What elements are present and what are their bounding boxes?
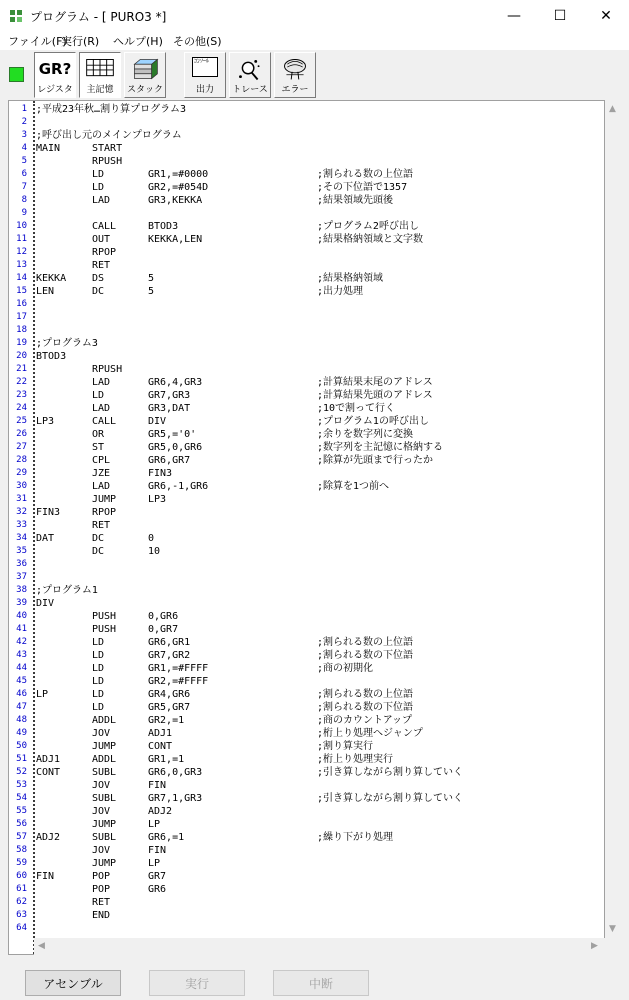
app-icon — [8, 8, 24, 24]
close-button[interactable]: ✕ — [600, 7, 612, 24]
line-number: 64 — [16, 923, 27, 933]
code-line — [9, 337, 604, 350]
code-label: KEKKA — [36, 273, 67, 284]
output-button[interactable]: ｺﾝｿｰﾙ 出力 — [184, 52, 226, 98]
code-line — [9, 909, 604, 922]
line-number: 48 — [16, 715, 27, 725]
code-opcode: LD — [92, 390, 105, 401]
code-line — [9, 714, 604, 727]
code-comment: ;結果領域先頭後 — [317, 195, 394, 206]
code-comment: ;引き算しながら割り算していく — [317, 767, 464, 778]
code-line — [9, 662, 604, 675]
code-opcode: LD — [92, 650, 105, 661]
line-number: 1 — [21, 104, 27, 114]
code-comment: ;繰り下がり処理 — [317, 832, 394, 843]
line-number: 25 — [16, 416, 27, 426]
vertical-scrollbar[interactable] — [605, 100, 622, 938]
line-number: 60 — [16, 871, 27, 881]
code-operand: GR5,GR7 — [148, 702, 191, 713]
code-line — [9, 480, 604, 493]
code-opcode: START — [92, 143, 123, 154]
code-label: LEN — [36, 286, 55, 297]
code-comment: ;出力処理 — [317, 286, 364, 297]
code-line — [9, 571, 604, 584]
code-operand: LP — [148, 858, 161, 869]
line-number: 17 — [16, 312, 27, 322]
line-number: 37 — [16, 572, 27, 582]
code-line — [9, 389, 604, 402]
code-text: DIV — [36, 598, 55, 609]
line-number: 28 — [16, 455, 27, 465]
scroll-left-arrow[interactable]: ◀ — [38, 941, 45, 951]
window-title: プログラム - [ PURO3 *] — [30, 10, 167, 24]
code-opcode: POP — [92, 871, 111, 882]
line-number: 63 — [16, 910, 27, 920]
code-opcode: JOV — [92, 845, 111, 856]
code-line — [9, 857, 604, 870]
code-line — [9, 766, 604, 779]
code-comment: ;余りを数字列に変換 — [317, 429, 414, 440]
code-label: LP3 — [36, 416, 55, 427]
line-number: 61 — [16, 884, 27, 894]
line-number: 39 — [16, 598, 27, 608]
code-opcode: CALL — [92, 416, 117, 427]
code-opcode: SUBL — [92, 793, 117, 804]
code-opcode: LAD — [92, 481, 111, 492]
line-number: 43 — [16, 650, 27, 660]
code-editor[interactable] — [8, 100, 605, 955]
code-opcode: RPUSH — [92, 156, 123, 167]
code-opcode: DC — [92, 533, 105, 544]
line-number: 27 — [16, 442, 27, 452]
code-opcode: POP — [92, 884, 111, 895]
code-opcode: JOV — [92, 728, 111, 739]
code-operand: GR5,0,GR6 — [148, 442, 203, 453]
error-icon — [275, 56, 315, 82]
line-number: 54 — [16, 793, 27, 803]
line-number: 7 — [21, 182, 27, 192]
code-line — [9, 779, 604, 792]
code-line — [9, 558, 604, 571]
line-number: 33 — [16, 520, 27, 530]
code-label: CONT — [36, 767, 61, 778]
line-number: 57 — [16, 832, 27, 842]
code-line — [9, 675, 604, 688]
code-line — [9, 441, 604, 454]
line-number: 58 — [16, 845, 27, 855]
minimize-button[interactable]: — — [507, 7, 521, 24]
line-number: 21 — [16, 364, 27, 374]
menu-other[interactable]: その他(S) — [173, 35, 222, 48]
code-opcode: RET — [92, 260, 111, 271]
code-line — [9, 168, 604, 181]
code-operand: 0 — [148, 533, 155, 544]
code-line — [9, 753, 604, 766]
code-opcode: DC — [92, 286, 105, 297]
code-comment: ;除算が先頭まで行ったか — [317, 455, 434, 466]
line-number: 24 — [16, 403, 27, 413]
line-number: 18 — [16, 325, 27, 335]
code-opcode: OR — [92, 429, 105, 440]
code-comment: ;プログラム2呼び出し — [317, 221, 419, 232]
code-label: ADJ2 — [36, 832, 61, 843]
code-operand: DIV — [148, 416, 167, 427]
code-line — [9, 636, 604, 649]
code-text: ;プログラム3 — [36, 338, 98, 349]
code-operand: ADJ1 — [148, 728, 173, 739]
code-opcode: PUSH — [92, 611, 117, 622]
code-operand: GR1,=#FFFF — [148, 663, 209, 674]
code-comment: ;結果格納領域と文字数 — [317, 234, 424, 245]
line-number: 38 — [16, 585, 27, 595]
code-line — [9, 285, 604, 298]
code-line — [9, 181, 604, 194]
code-operand: FIN — [148, 780, 167, 791]
code-comment: ;割られる数の下位語 — [317, 702, 414, 713]
code-opcode: ST — [92, 442, 105, 453]
run-button[interactable]: 実行 — [149, 970, 245, 996]
code-comment: ;割られる数の上位語 — [317, 689, 414, 700]
code-comment: ;割られる数の上位語 — [317, 637, 414, 648]
code-operand: GR6,=1 — [148, 832, 185, 843]
code-text: BTOD3 — [36, 351, 67, 362]
code-opcode: JUMP — [92, 741, 117, 752]
code-line — [9, 103, 604, 116]
code-opcode: RPOP — [92, 507, 117, 518]
line-number: 10 — [16, 221, 27, 231]
code-operand: 10 — [148, 546, 161, 557]
code-comment: ;引き算しながら割り算していく — [317, 793, 464, 804]
code-operand: GR1,=#0000 — [148, 169, 209, 180]
line-number: 6 — [21, 169, 27, 179]
gr-register-icon: GR? — [38, 60, 72, 78]
line-number: 42 — [16, 637, 27, 647]
code-opcode: JUMP — [92, 819, 117, 830]
code-comment: ;除算を1つ前へ — [317, 481, 390, 492]
code-line — [9, 220, 604, 233]
code-opcode: LD — [92, 676, 105, 687]
scroll-up-arrow[interactable]: ▲ — [609, 104, 616, 114]
code-opcode: CPL — [92, 455, 111, 466]
line-number: 20 — [16, 351, 27, 361]
code-opcode: ADDL — [92, 754, 117, 765]
line-number: 4 — [21, 143, 27, 153]
memory-button[interactable]: 主記憶 — [79, 52, 121, 98]
code-text: ;平成23年秋…割り算プログラム3 — [36, 104, 187, 115]
memory-grid-icon — [80, 56, 120, 82]
code-opcode: OUT — [92, 234, 111, 245]
code-line — [9, 298, 604, 311]
code-line — [9, 649, 604, 662]
code-comment: ;割られる数の下位語 — [317, 650, 414, 661]
code-line — [9, 727, 604, 740]
code-comment: ;計算結果先頭のアドレス — [317, 390, 433, 401]
code-opcode: ADDL — [92, 715, 117, 726]
code-operand: GR2,=#FFFF — [148, 676, 209, 687]
code-line — [9, 116, 604, 129]
code-opcode: LD — [92, 689, 105, 700]
line-number: 19 — [16, 338, 27, 348]
code-operand: FIN3 — [148, 468, 173, 479]
line-number: 13 — [16, 260, 27, 270]
stop-button[interactable]: 中断 — [273, 970, 369, 996]
code-operand: GR3,DAT — [148, 403, 191, 414]
code-comment: ;割られる数の上位語 — [317, 169, 414, 180]
line-number: 51 — [16, 754, 27, 764]
code-line — [9, 493, 604, 506]
code-line — [9, 142, 604, 155]
code-line — [9, 233, 604, 246]
line-number: 49 — [16, 728, 27, 738]
line-number: 50 — [16, 741, 27, 751]
code-line — [9, 324, 604, 337]
line-number: 46 — [16, 689, 27, 699]
line-number: 45 — [16, 676, 27, 686]
line-number: 40 — [16, 611, 27, 621]
code-label: MAIN — [36, 143, 61, 154]
line-number: 44 — [16, 663, 27, 673]
menu-help[interactable]: ヘルプ(H) — [113, 35, 163, 48]
code-line — [9, 844, 604, 857]
line-number: 52 — [16, 767, 27, 777]
code-line — [9, 818, 604, 831]
line-number: 55 — [16, 806, 27, 816]
code-lines — [9, 103, 604, 935]
code-label: DAT — [36, 533, 55, 544]
code-operand: GR6,GR1 — [148, 637, 191, 648]
code-line — [9, 610, 604, 623]
code-line — [9, 896, 604, 909]
line-number: 3 — [21, 130, 27, 140]
code-opcode: LD — [92, 702, 105, 713]
code-comment: ;プログラム1の呼び出し — [317, 416, 429, 427]
menu-run[interactable]: 実行(R) — [61, 35, 100, 48]
code-operand: CONT — [148, 741, 173, 752]
code-opcode: RPOP — [92, 247, 117, 258]
code-comment: ;計算結果末尾のアドレス — [317, 377, 433, 388]
line-number: 32 — [16, 507, 27, 517]
code-line — [9, 454, 604, 467]
line-number: 22 — [16, 377, 27, 387]
code-line — [9, 922, 604, 935]
code-line — [9, 402, 604, 415]
assemble-button[interactable]: アセンブル — [25, 970, 121, 996]
code-line — [9, 740, 604, 753]
code-text: ;呼び出し元のメインプログラム — [36, 130, 182, 141]
code-operand: GR5,='0' — [148, 429, 197, 440]
code-line — [9, 363, 604, 376]
code-comment: ;商のカウントアップ — [317, 715, 413, 726]
code-comment: ;割り算実行 — [317, 741, 374, 752]
code-opcode: JOV — [92, 806, 111, 817]
code-line — [9, 155, 604, 168]
code-line — [9, 506, 604, 519]
code-opcode: JUMP — [92, 858, 117, 869]
code-line — [9, 883, 604, 896]
code-line — [9, 805, 604, 818]
line-number: 30 — [16, 481, 27, 491]
code-comment: ;桁上り処理実行 — [317, 754, 394, 765]
menu-bar — [0, 31, 629, 50]
status-indicator — [9, 67, 24, 82]
code-opcode: END — [92, 910, 111, 921]
code-operand: GR7,GR3 — [148, 390, 191, 401]
code-operand: GR6,0,GR3 — [148, 767, 203, 778]
line-number: 41 — [16, 624, 27, 634]
title-bar — [0, 0, 629, 31]
code-opcode: DS — [92, 273, 105, 284]
code-opcode: LD — [92, 663, 105, 674]
code-line — [9, 129, 604, 142]
code-line — [9, 623, 604, 636]
line-number: 62 — [16, 897, 27, 907]
code-operand: GR7 — [148, 871, 167, 882]
line-number: 14 — [16, 273, 27, 283]
code-line — [9, 311, 604, 324]
trace-icon — [230, 56, 270, 82]
code-operand: FIN — [148, 845, 167, 856]
code-line — [9, 350, 604, 363]
code-operand: GR6,-1,GR6 — [148, 481, 209, 492]
scroll-down-arrow[interactable]: ▼ — [609, 924, 616, 934]
code-comment: ;桁上り処理へジャンプ — [317, 728, 423, 739]
code-line — [9, 415, 604, 428]
code-label: ADJ1 — [36, 754, 61, 765]
code-line — [9, 831, 604, 844]
stack-icon — [125, 56, 165, 82]
code-operand: ADJ2 — [148, 806, 173, 817]
code-label: LP — [36, 689, 49, 700]
line-number: 16 — [16, 299, 27, 309]
code-line — [9, 376, 604, 389]
code-operand: LP3 — [148, 494, 167, 505]
code-line — [9, 597, 604, 610]
line-number: 36 — [16, 559, 27, 569]
code-opcode: JUMP — [92, 494, 117, 505]
code-line — [9, 792, 604, 805]
code-operand: BTOD3 — [148, 221, 179, 232]
code-comment: ;その下位語で1357 — [317, 182, 408, 193]
code-operand: GR3,KEKKA — [148, 195, 203, 206]
code-opcode: RET — [92, 897, 111, 908]
code-line — [9, 246, 604, 259]
scroll-right-arrow[interactable]: ▶ — [591, 941, 598, 951]
menu-file[interactable]: ファイル(F) — [8, 35, 67, 48]
code-operand: LP — [148, 819, 161, 830]
stack-button[interactable]: スタック — [124, 52, 166, 98]
line-number: 34 — [16, 533, 27, 543]
code-line — [9, 428, 604, 441]
code-comment: ;結果格納領域 — [317, 273, 384, 284]
code-opcode: JZE — [92, 468, 111, 479]
code-opcode: CALL — [92, 221, 117, 232]
code-operand: 0,GR7 — [148, 624, 179, 635]
line-number: 12 — [16, 247, 27, 257]
line-number: 59 — [16, 858, 27, 868]
console-output-icon: ｺﾝｿｰﾙ — [185, 56, 225, 82]
code-opcode: LD — [92, 169, 105, 180]
code-opcode: RPUSH — [92, 364, 123, 375]
line-number: 11 — [16, 234, 27, 244]
code-text: ;プログラム1 — [36, 585, 98, 596]
code-operand: GR2,=1 — [148, 715, 185, 726]
code-line — [9, 467, 604, 480]
code-opcode: LAD — [92, 403, 111, 414]
code-line — [9, 272, 604, 285]
code-line — [9, 259, 604, 272]
line-number: 35 — [16, 546, 27, 556]
error-button[interactable]: エラー — [274, 52, 316, 98]
line-number: 15 — [16, 286, 27, 296]
line-number: 26 — [16, 429, 27, 439]
code-operand: GR7,GR2 — [148, 650, 191, 661]
code-label: FIN — [36, 871, 55, 882]
line-number: 53 — [16, 780, 27, 790]
code-comment: ;商の初期化 — [317, 663, 374, 674]
code-line — [9, 207, 604, 220]
code-operand: 0,GR6 — [148, 611, 179, 622]
code-operand: GR6,GR7 — [148, 455, 191, 466]
code-opcode: LD — [92, 182, 105, 193]
code-operand: 5 — [148, 286, 155, 297]
code-line — [9, 519, 604, 532]
code-line — [9, 701, 604, 714]
code-opcode: RET — [92, 520, 111, 531]
code-opcode: PUSH — [92, 624, 117, 635]
trace-button[interactable]: トレース — [229, 52, 271, 98]
code-line — [9, 545, 604, 558]
horizontal-scrollbar[interactable] — [34, 938, 605, 955]
code-operand: GR6,4,GR3 — [148, 377, 203, 388]
line-number: 47 — [16, 702, 27, 712]
code-comment: ;数字列を主記憶に格納する — [317, 442, 444, 453]
line-number: 5 — [21, 156, 27, 166]
code-opcode: LAD — [92, 377, 111, 388]
line-number: 8 — [21, 195, 27, 205]
code-operand: GR4,GR6 — [148, 689, 191, 700]
register-button[interactable]: GR? レジスタ — [34, 52, 76, 98]
code-line — [9, 870, 604, 883]
code-operand: GR2,=#054D — [148, 182, 209, 193]
code-comment: ;10で割って行く — [317, 403, 396, 414]
code-operand: GR7,1,GR3 — [148, 793, 203, 804]
line-number: 9 — [21, 208, 27, 218]
code-operand: GR6 — [148, 884, 167, 895]
code-line — [9, 688, 604, 701]
line-number: 31 — [16, 494, 27, 504]
code-opcode: JOV — [92, 780, 111, 791]
code-opcode: SUBL — [92, 832, 117, 843]
code-operand: KEKKA,LEN — [148, 234, 203, 245]
code-opcode: LD — [92, 637, 105, 648]
code-operand: GR1,=1 — [148, 754, 185, 765]
line-number: 2 — [21, 117, 27, 127]
line-number: 29 — [16, 468, 27, 478]
code-operand: 5 — [148, 273, 155, 284]
code-line — [9, 532, 604, 545]
code-opcode: DC — [92, 546, 105, 557]
line-number: 23 — [16, 390, 27, 400]
code-opcode: LAD — [92, 195, 111, 206]
line-number: 56 — [16, 819, 27, 829]
code-label: FIN3 — [36, 507, 61, 518]
maximize-button[interactable]: ☐ — [553, 7, 567, 24]
code-line — [9, 584, 604, 597]
code-line — [9, 194, 604, 207]
code-opcode: SUBL — [92, 767, 117, 778]
